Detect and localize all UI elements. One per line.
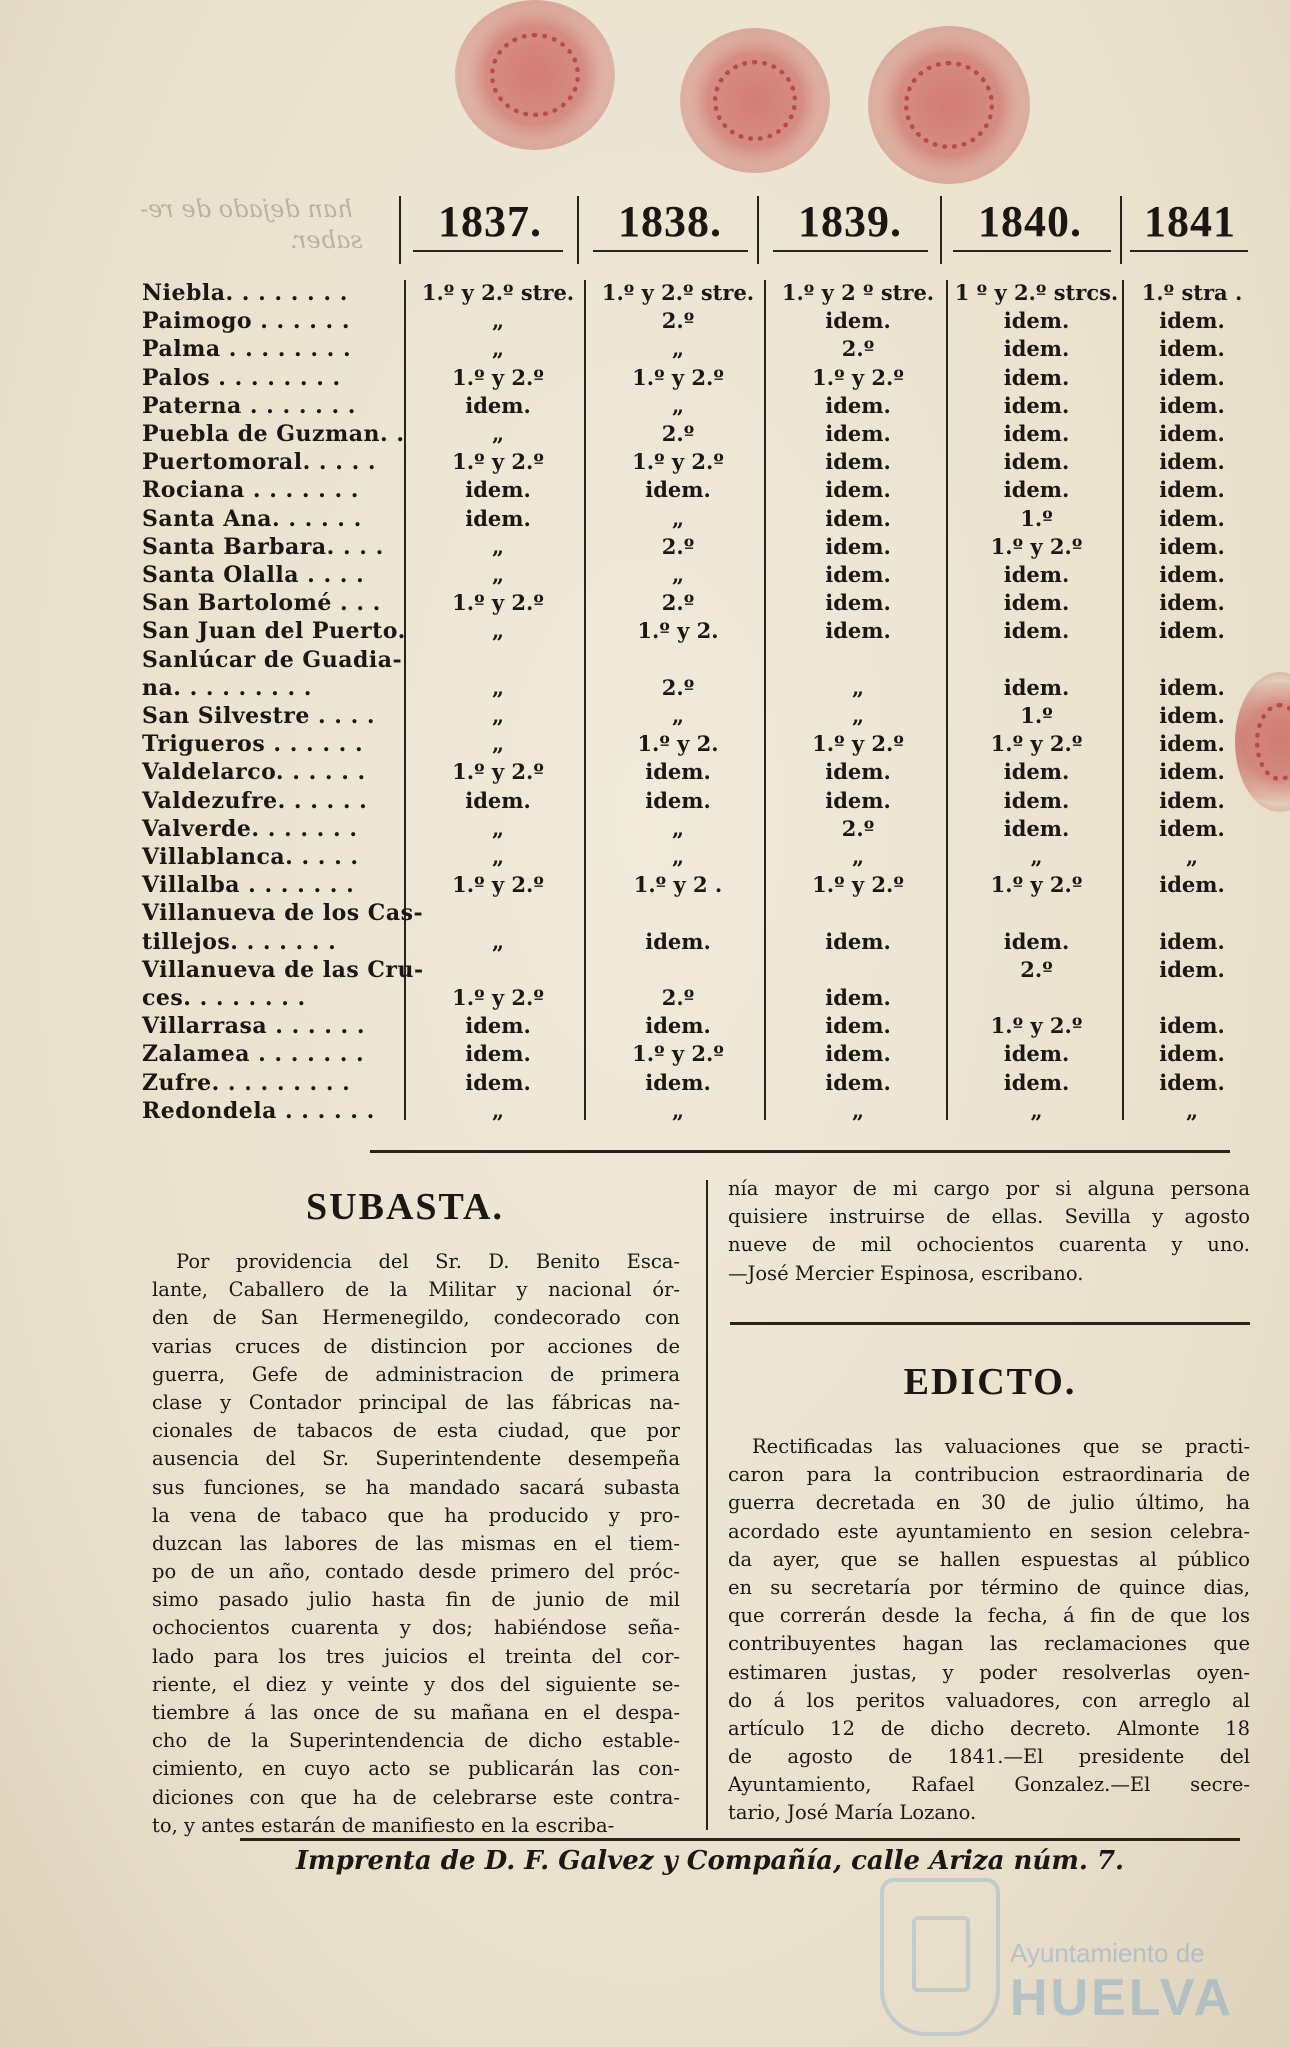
text-line: nía mayor de mi cargo por si alguna persona — [728, 1177, 1250, 1200]
column-separator — [706, 1180, 708, 1830]
period-cell: 1.º stra . — [1141, 280, 1243, 305]
period-cell: 1.º — [1020, 505, 1053, 531]
period-cell: idem. — [825, 1013, 891, 1039]
town-name: Trigueros . . . . . . — [142, 731, 364, 758]
period-cell: idem. — [1003, 562, 1070, 587]
period-cell: idem. — [1159, 477, 1225, 503]
period-cell: idem. — [645, 477, 711, 503]
subasta-body — [152, 1248, 680, 1840]
table-row — [142, 365, 1252, 393]
period-cell: idem. — [1159, 364, 1225, 390]
period-cell: idem. — [465, 392, 531, 418]
period-cell: „ — [671, 815, 685, 841]
period-cell: 1 º y 2.º strcs. — [954, 280, 1119, 305]
text-line: contribuyentes hagan las reclamaciones que — [728, 1632, 1250, 1656]
period-cell: idem. — [825, 985, 891, 1010]
period-cell: 1.º y 2. — [637, 731, 719, 757]
period-cell: „ — [671, 562, 685, 587]
period-cell: „ — [491, 533, 505, 559]
text-line: estimaren justas, y poder resolverlas oyen- — [728, 1660, 1250, 1684]
period-cell: 1.º y 2.º — [990, 1013, 1083, 1039]
period-cell: 1.º y 2.º — [452, 985, 544, 1010]
table-row — [142, 759, 1252, 787]
period-cell: idem. — [1003, 336, 1070, 362]
period-cell: idem. — [825, 533, 891, 559]
footer-rule — [240, 1838, 1240, 1841]
period-cell: idem. — [1159, 815, 1225, 841]
table-row — [142, 816, 1252, 844]
table-row — [142, 985, 1252, 1013]
period-cell: 2.º — [841, 815, 875, 841]
table-row — [142, 929, 1252, 957]
period-cell: 1.º y 2.º — [452, 590, 544, 616]
text-line: —José Mercier Espinosa, escribano. — [728, 1261, 1084, 1285]
town-name: San Juan del Puerto. — [142, 618, 406, 645]
period-cell: idem. — [1003, 1041, 1070, 1067]
period-cell: idem. — [825, 928, 891, 954]
period-cell: idem. — [1159, 618, 1225, 644]
period-cell: „ — [491, 562, 505, 587]
period-cell: idem. — [465, 1041, 531, 1067]
table-row — [142, 703, 1252, 731]
period-cell: idem. — [1159, 1069, 1225, 1095]
year-1837: 1837. — [438, 197, 542, 246]
table-row — [142, 449, 1252, 477]
period-cell: 1.º y 2.º — [632, 449, 724, 475]
town-name: Puebla de Guzman. . — [142, 421, 405, 447]
period-cell: „ — [491, 421, 505, 446]
period-cell: idem. — [1159, 703, 1225, 728]
text-line: cimiento, en cuyo acto se publicarán las con- — [152, 1757, 680, 1781]
period-cell: „ — [671, 844, 685, 869]
period-cell: idem. — [825, 1041, 891, 1067]
period-cell: idem. — [1159, 759, 1225, 785]
period-cell: idem. — [1159, 1041, 1225, 1067]
period-cell: idem. — [825, 787, 891, 813]
period-cell: „ — [851, 844, 865, 869]
period-cell: 1.º — [1020, 703, 1053, 728]
town-name: Villanueva de las Cru- — [142, 956, 424, 983]
table-row — [142, 900, 1252, 928]
text-line: Por providencia del Sr. D. Benito Esca- — [176, 1250, 680, 1273]
period-cell: idem. — [1003, 787, 1070, 813]
text-line: artículo 12 de dicho decreto. Almonte 18 — [728, 1716, 1250, 1740]
period-cell: „ — [491, 674, 505, 700]
period-cell: „ — [491, 1097, 505, 1123]
period-cell: idem. — [825, 449, 891, 475]
period-cell: idem. — [1159, 787, 1225, 813]
period-cell: idem. — [1003, 1069, 1070, 1095]
town-name: na. . . . . . . . . — [142, 674, 312, 701]
period-cell: 1.º y 2.º — [452, 364, 544, 390]
period-cell: „ — [851, 1097, 865, 1123]
period-cell: idem. — [825, 505, 891, 531]
period-cell: „ — [491, 703, 505, 728]
table-row — [142, 675, 1252, 703]
period-cell: idem. — [1159, 392, 1225, 418]
contribution-table — [142, 280, 1252, 1125]
period-cell: idem. — [645, 759, 711, 785]
town-name: ces. . . . . . . . — [142, 985, 306, 1011]
table-row — [142, 618, 1252, 646]
period-cell: „ — [491, 928, 505, 954]
town-name: Paterna . . . . . . . — [142, 392, 356, 419]
text-line: simo pasado julio hasta fin de junio de mil — [152, 1588, 680, 1612]
text-line: clase y Contador principal de las fábricas na- — [152, 1390, 680, 1414]
period-cell: idem. — [1003, 308, 1070, 334]
text-line: da ayer, que se hallen espuestas al público — [728, 1547, 1250, 1571]
town-name: Valdezufre. . . . . . — [142, 787, 368, 814]
huelva-shield-logo — [880, 1878, 1000, 2036]
text-line: Ayuntamiento, Rafael Gonzalez.—El secre- — [728, 1773, 1250, 1797]
period-cell: idem. — [1003, 815, 1070, 841]
town-name: Santa Olalla . . . . — [142, 562, 365, 588]
period-cell: idem. — [1159, 505, 1225, 531]
table-row — [142, 788, 1252, 816]
period-cell: idem. — [645, 928, 711, 954]
table-row — [142, 731, 1252, 759]
text-line: ausencia del Sr. Superintendente desempeña — [152, 1447, 680, 1471]
period-cell: idem. — [1159, 562, 1225, 587]
table-row — [142, 590, 1252, 618]
period-cell: idem. — [1159, 449, 1225, 475]
town-name: Niebla. . . . . . . . — [142, 280, 348, 306]
table-row — [142, 1041, 1252, 1069]
table-row — [142, 957, 1252, 985]
town-name: Villarrasa . . . . . . — [142, 1013, 365, 1040]
text-line: cho de la Superintendencia de dicho estable- — [152, 1729, 680, 1753]
period-cell: idem. — [1003, 477, 1070, 503]
period-cell: „ — [491, 336, 505, 362]
period-cell: idem. — [1003, 449, 1070, 475]
text-line: diciones con que ha de celebrarse este contra- — [152, 1785, 680, 1809]
text-line: cionales de tabacos de esta ciudad, que por — [152, 1419, 680, 1443]
period-cell: idem. — [465, 1013, 531, 1039]
town-name: Zalamea . . . . . . . — [142, 1041, 365, 1068]
watermark-text-big: HUELVA — [1010, 1969, 1235, 2027]
text-line: la vena de tabaco que ha producido y pro- — [152, 1503, 680, 1527]
period-cell: idem. — [825, 759, 891, 785]
period-cell: 1.º y 2.º — [990, 872, 1083, 898]
period-cell: „ — [671, 392, 685, 418]
period-cell: 2.º — [661, 590, 695, 616]
table-row — [142, 1098, 1252, 1126]
town-name: Puertomoral. . . . . — [142, 449, 377, 476]
table-row — [142, 477, 1252, 505]
period-cell: „ — [1185, 1097, 1199, 1123]
period-cell: idem. — [1159, 956, 1225, 982]
table-row — [142, 308, 1252, 336]
period-cell: 2.º — [661, 308, 695, 334]
text-line: en su secretaría por término de quince dias, — [728, 1575, 1250, 1599]
period-cell: idem. — [1003, 674, 1070, 700]
period-cell: 1.º y 2.º — [990, 731, 1083, 757]
town-name: Palos . . . . . . . . — [142, 364, 341, 391]
period-cell: „ — [1030, 844, 1043, 869]
period-cell: idem. — [1159, 421, 1225, 446]
period-cell: „ — [491, 308, 505, 334]
text-line: nueve de mil ochocientos cuarenta y uno. — [728, 1233, 1250, 1257]
period-cell: idem. — [1003, 759, 1070, 785]
period-cell: „ — [491, 618, 505, 644]
period-cell: 1.º y 2.º — [812, 731, 904, 757]
table-row — [142, 872, 1252, 900]
text-line: po de un año, contado desde primero del próc- — [152, 1560, 680, 1584]
period-cell: 2.º — [661, 533, 695, 559]
red-seal-stamp — [455, 0, 615, 150]
subasta-continuation — [728, 1175, 1250, 1288]
town-name: Rociana . . . . . . . — [142, 477, 359, 504]
period-cell: idem. — [1159, 928, 1225, 954]
period-cell: idem. — [825, 392, 891, 418]
text-line: acordado este ayuntamiento en sesion celebra- — [728, 1519, 1250, 1543]
table-row — [142, 393, 1252, 421]
period-cell: 1.º y 2.º — [452, 872, 544, 898]
year-1840: 1840. — [978, 197, 1082, 246]
text-line: que correrán desde la fecha, á fin de que los — [728, 1604, 1250, 1628]
subasta-title: SUBASTA. — [306, 1186, 504, 1228]
town-name: Villalba . . . . . . . — [142, 872, 355, 899]
text-line: guerra decretada en 30 de julio último, ha — [728, 1491, 1250, 1515]
text-line: tario, José María Lozano. — [728, 1801, 977, 1825]
section-divider — [370, 1150, 1230, 1153]
period-cell: idem. — [1003, 590, 1070, 616]
watermark-text-small: Ayuntamiento de — [1010, 1938, 1205, 1968]
period-cell: idem. — [1159, 731, 1225, 757]
period-cell: idem. — [825, 618, 891, 644]
period-cell: 1.º y 2.º stre. — [421, 280, 575, 305]
table-row — [142, 562, 1252, 590]
red-seal-stamp — [680, 28, 830, 173]
bleed-through-text: han dejado de re- — [140, 195, 353, 223]
period-cell: idem. — [1003, 421, 1070, 446]
period-cell: 1.º y 2.º — [990, 533, 1083, 559]
town-name: Valverde. . . . . . . — [142, 815, 358, 842]
period-cell: 1.º y 2.º — [632, 1041, 724, 1067]
period-cell: idem. — [825, 477, 891, 503]
table-row — [142, 506, 1252, 534]
town-name: Villablanca. . . . . — [142, 844, 359, 870]
table-row — [142, 336, 1252, 364]
table-row — [142, 1013, 1252, 1041]
text-line: quisiere instruirse de ellas. Sevilla y agosto — [728, 1205, 1250, 1229]
period-cell: „ — [671, 336, 685, 362]
period-cell: „ — [1185, 844, 1199, 869]
town-name: Valdelarco. . . . . . — [142, 759, 366, 786]
table-row — [142, 534, 1252, 562]
period-cell: idem. — [825, 308, 891, 334]
town-name: Palma . . . . . . . . — [142, 336, 352, 363]
town-name: San Silvestre . . . . — [142, 703, 376, 729]
text-line: lante, Caballero de la Militar y nacional ór- — [152, 1278, 680, 1302]
period-cell: idem. — [1159, 674, 1225, 700]
year-header — [395, 196, 1255, 256]
red-seal-stamp — [868, 26, 1030, 184]
period-cell: idem. — [1159, 590, 1225, 616]
period-cell: „ — [671, 505, 685, 531]
period-cell: 1.º y 2. — [637, 618, 719, 644]
table-row — [142, 647, 1252, 675]
town-name: Sanlúcar de Guadia- — [142, 646, 403, 673]
town-name: Zufre. . . . . . . . . — [142, 1069, 351, 1096]
table-row — [142, 844, 1252, 872]
town-name: San Bartolomé . . . — [142, 590, 381, 617]
town-name: Santa Ana. . . . . . — [142, 505, 362, 532]
period-cell: „ — [491, 731, 505, 757]
period-cell: idem. — [645, 787, 711, 813]
period-cell: idem. — [465, 477, 531, 503]
period-cell: idem. — [465, 505, 531, 531]
text-line: Rectificadas las valuaciones que se practi- — [752, 1435, 1250, 1458]
period-cell: „ — [671, 703, 685, 728]
period-cell: idem. — [645, 1013, 711, 1039]
period-cell: idem. — [465, 1069, 531, 1095]
period-cell: 2.º — [841, 336, 875, 362]
town-name: Paimogo . . . . . . — [142, 308, 350, 335]
table-row — [142, 280, 1252, 308]
period-cell: idem. — [1159, 533, 1225, 559]
period-cell: idem. — [1003, 392, 1070, 418]
text-line: den de San Hermenegildo, condecorado con — [152, 1306, 680, 1330]
period-cell: 2.º — [661, 674, 695, 700]
table-row — [142, 1070, 1252, 1098]
period-cell: 1.º y 2 º stre. — [781, 280, 935, 305]
period-cell: idem. — [1159, 872, 1225, 898]
town-name: Villanueva de los Cas- — [142, 900, 424, 927]
town-name: Santa Barbara. . . . — [142, 533, 384, 560]
period-cell: idem. — [1003, 364, 1070, 390]
text-line: guerra, Gefe de administracion de primera — [152, 1362, 680, 1386]
period-cell: idem. — [825, 562, 891, 587]
period-cell: idem. — [1159, 1013, 1225, 1039]
text-line: tiembre á las once de su mañana en el despa- — [152, 1701, 680, 1724]
period-cell: „ — [671, 1097, 685, 1123]
town-name: tillejos. . . . . . . — [142, 928, 337, 955]
text-line: ochocientos cuarenta y dos; habiéndose seña- — [152, 1616, 680, 1640]
edicto-title: EDICTO. — [903, 1361, 1077, 1403]
text-line: de agosto de 1841.—El presidente del — [728, 1745, 1250, 1769]
period-cell: „ — [1030, 1097, 1043, 1123]
period-cell: 1.º y 2 . — [633, 872, 723, 898]
bleed-through-text: saber. — [290, 226, 363, 254]
period-cell: 1.º y 2.º — [812, 364, 904, 390]
period-cell: 1.º y 2.º — [632, 364, 724, 390]
section-divider — [730, 1322, 1250, 1325]
period-cell: „ — [491, 815, 505, 841]
period-cell: idem. — [825, 1069, 891, 1095]
period-cell: idem. — [1003, 928, 1070, 954]
period-cell: 1.º y 2.º — [452, 449, 544, 475]
year-1839: 1839. — [798, 197, 902, 246]
text-line: to, y antes estarán de manifiesto en la escriba- — [152, 1813, 615, 1837]
period-cell: idem. — [1159, 308, 1225, 334]
period-cell: „ — [851, 674, 865, 700]
text-line: riente, el diez y veinte y dos del siguiente se- — [152, 1672, 680, 1696]
period-cell: idem. — [465, 787, 531, 813]
printer-imprint: Imprenta de D. F. Galvez y Compañía, calle Ariza núm. 7. — [295, 1846, 1125, 1876]
period-cell: „ — [851, 703, 865, 728]
period-cell: 1.º y 2.º — [452, 759, 544, 785]
text-line: duzcan las labores de las mismas en el tiem- — [152, 1531, 680, 1555]
period-cell: idem. — [825, 421, 891, 446]
town-name: Redondela . . . . . . — [142, 1097, 375, 1124]
period-cell: 2.º — [661, 421, 695, 446]
text-line: caron para la contribucion estraordinaria de — [728, 1463, 1250, 1487]
period-cell: 2.º — [661, 985, 695, 1010]
period-cell: idem. — [825, 590, 891, 616]
text-line: do á los peritos valuadores, con arreglo al — [728, 1688, 1250, 1712]
year-1841: 1841 — [1144, 197, 1236, 246]
year-1838: 1838. — [618, 197, 722, 246]
text-line: varias cruces de distincion por acciones de — [152, 1334, 680, 1358]
period-cell: „ — [491, 844, 505, 869]
period-cell: 2.º — [1020, 956, 1053, 982]
table-row — [142, 421, 1252, 449]
edicto-body — [728, 1433, 1250, 1828]
period-cell: 1.º y 2.º — [812, 872, 904, 898]
text-line: lado para los tres juicios el treinta del cor- — [152, 1644, 680, 1668]
period-cell: idem. — [1159, 336, 1225, 362]
period-cell: 1.º y 2.º stre. — [601, 280, 755, 305]
period-cell: idem. — [1003, 618, 1070, 644]
period-cell: idem. — [645, 1069, 711, 1095]
text-line: sus funciones, se ha mandado sacará subasta — [152, 1475, 680, 1499]
